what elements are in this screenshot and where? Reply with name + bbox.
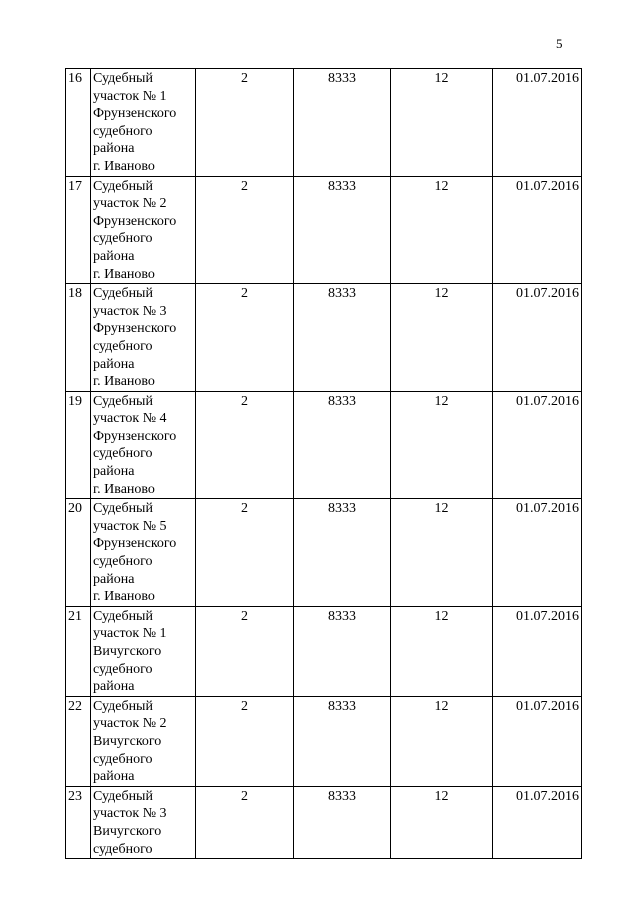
value-cell: 2 [196,176,294,284]
court-name-line: района [93,248,135,264]
row-number-cell: 17 [66,176,91,284]
date-cell: 01.07.2016 [493,606,582,696]
court-name-line: Судебный [93,788,153,804]
date-cell: 01.07.2016 [493,499,582,607]
court-name-line: г. Иваново [93,589,155,605]
court-name-cell [91,391,196,499]
table-row [66,391,582,499]
court-name-line: участок № 4 [93,411,167,427]
court-name-line: участок № 1 [93,626,167,642]
court-name-line: Вичугского [93,733,162,749]
date-cell: 01.07.2016 [493,284,582,392]
court-name-line: участок № 3 [93,303,167,319]
court-name-line: участок № 1 [93,88,167,104]
row-number-cell: 20 [66,499,91,607]
court-name-line: Фрунзенского [93,321,177,337]
court-name-cell [91,696,196,786]
value-cell: 12 [391,69,493,177]
court-name-line: Судебный [93,501,153,517]
table-row [66,786,582,858]
page-number: 5 [556,36,563,51]
court-name-line: района [93,356,135,372]
date-cell: 01.07.2016 [493,176,582,284]
court-name-line: судебного [93,338,153,354]
court-name-cell [91,499,196,607]
court-name-line: Фрунзенского [93,106,177,122]
row-number-cell: 16 [66,69,91,177]
court-name-line: Судебный [93,608,153,624]
court-name-cell [91,69,196,177]
court-name-line: судебного [93,841,153,857]
court-name-line: участок № 3 [93,806,167,822]
court-name-line: г. Иваново [93,481,155,497]
date-cell: 01.07.2016 [493,391,582,499]
date-cell: 01.07.2016 [493,696,582,786]
value-cell: 8333 [294,499,391,607]
row-number-cell: 19 [66,391,91,499]
value-cell: 12 [391,284,493,392]
court-name-line: г. Иваново [93,266,155,282]
court-name-line: Судебный [93,286,153,302]
court-name-cell [91,786,196,858]
table-row [66,284,582,392]
value-cell: 2 [196,696,294,786]
court-name-cell [91,176,196,284]
court-name-line: Фрунзенского [93,428,177,444]
value-cell: 12 [391,391,493,499]
court-name-line: района [93,679,135,695]
court-name-line: участок № 2 [93,716,167,732]
table-row [66,606,582,696]
value-cell: 2 [196,499,294,607]
court-name-line: Судебный [93,698,153,714]
table-row [66,499,582,607]
date-cell: 01.07.2016 [493,786,582,858]
value-cell: 8333 [294,786,391,858]
value-cell: 8333 [294,176,391,284]
court-name-line: участок № 2 [93,196,167,212]
court-name-line: района [93,571,135,587]
court-name-line: района [93,464,135,480]
value-cell: 8333 [294,391,391,499]
court-name-line: судебного [93,231,153,247]
value-cell: 8333 [294,696,391,786]
value-cell: 2 [196,606,294,696]
court-name-line: участок № 5 [93,518,167,534]
court-name-line: Судебный [93,71,153,86]
value-cell: 12 [391,606,493,696]
value-cell: 8333 [294,606,391,696]
value-cell: 8333 [294,284,391,392]
court-name-cell [91,606,196,696]
court-name-line: судебного [93,554,153,570]
value-cell: 12 [391,499,493,607]
table-row [66,176,582,284]
records-table [65,68,582,859]
court-name-cell [91,284,196,392]
value-cell: 2 [196,786,294,858]
court-name-line: Фрунзенского [93,213,177,229]
row-number-cell: 18 [66,284,91,392]
value-cell: 2 [196,69,294,177]
court-name-line: судебного [93,446,153,462]
value-cell: 2 [196,391,294,499]
court-name-line: судебного [93,751,153,767]
court-name-line: г. Иваново [93,374,155,390]
court-name-line: района [93,769,135,785]
court-name-line: Судебный [93,393,153,409]
value-cell: 12 [391,176,493,284]
court-name-line: г. Иваново [93,158,155,174]
row-number-cell: 21 [66,606,91,696]
value-cell: 8333 [294,69,391,177]
value-cell: 2 [196,284,294,392]
court-name-line: Вичугского [93,644,162,659]
row-number-cell: 22 [66,696,91,786]
row-number-cell: 23 [66,786,91,858]
value-cell: 12 [391,696,493,786]
records-table-body [66,69,582,859]
table-row [66,696,582,786]
court-name-line: судебного [93,661,153,677]
date-cell: 01.07.2016 [493,69,582,177]
court-name-line: района [93,141,135,157]
court-name-line: Фрунзенского [93,536,177,552]
value-cell: 12 [391,786,493,858]
court-name-line: Вичугского [93,823,162,839]
court-name-line: Судебный [93,178,153,194]
court-name-line: судебного [93,123,153,139]
table-row [66,69,582,177]
